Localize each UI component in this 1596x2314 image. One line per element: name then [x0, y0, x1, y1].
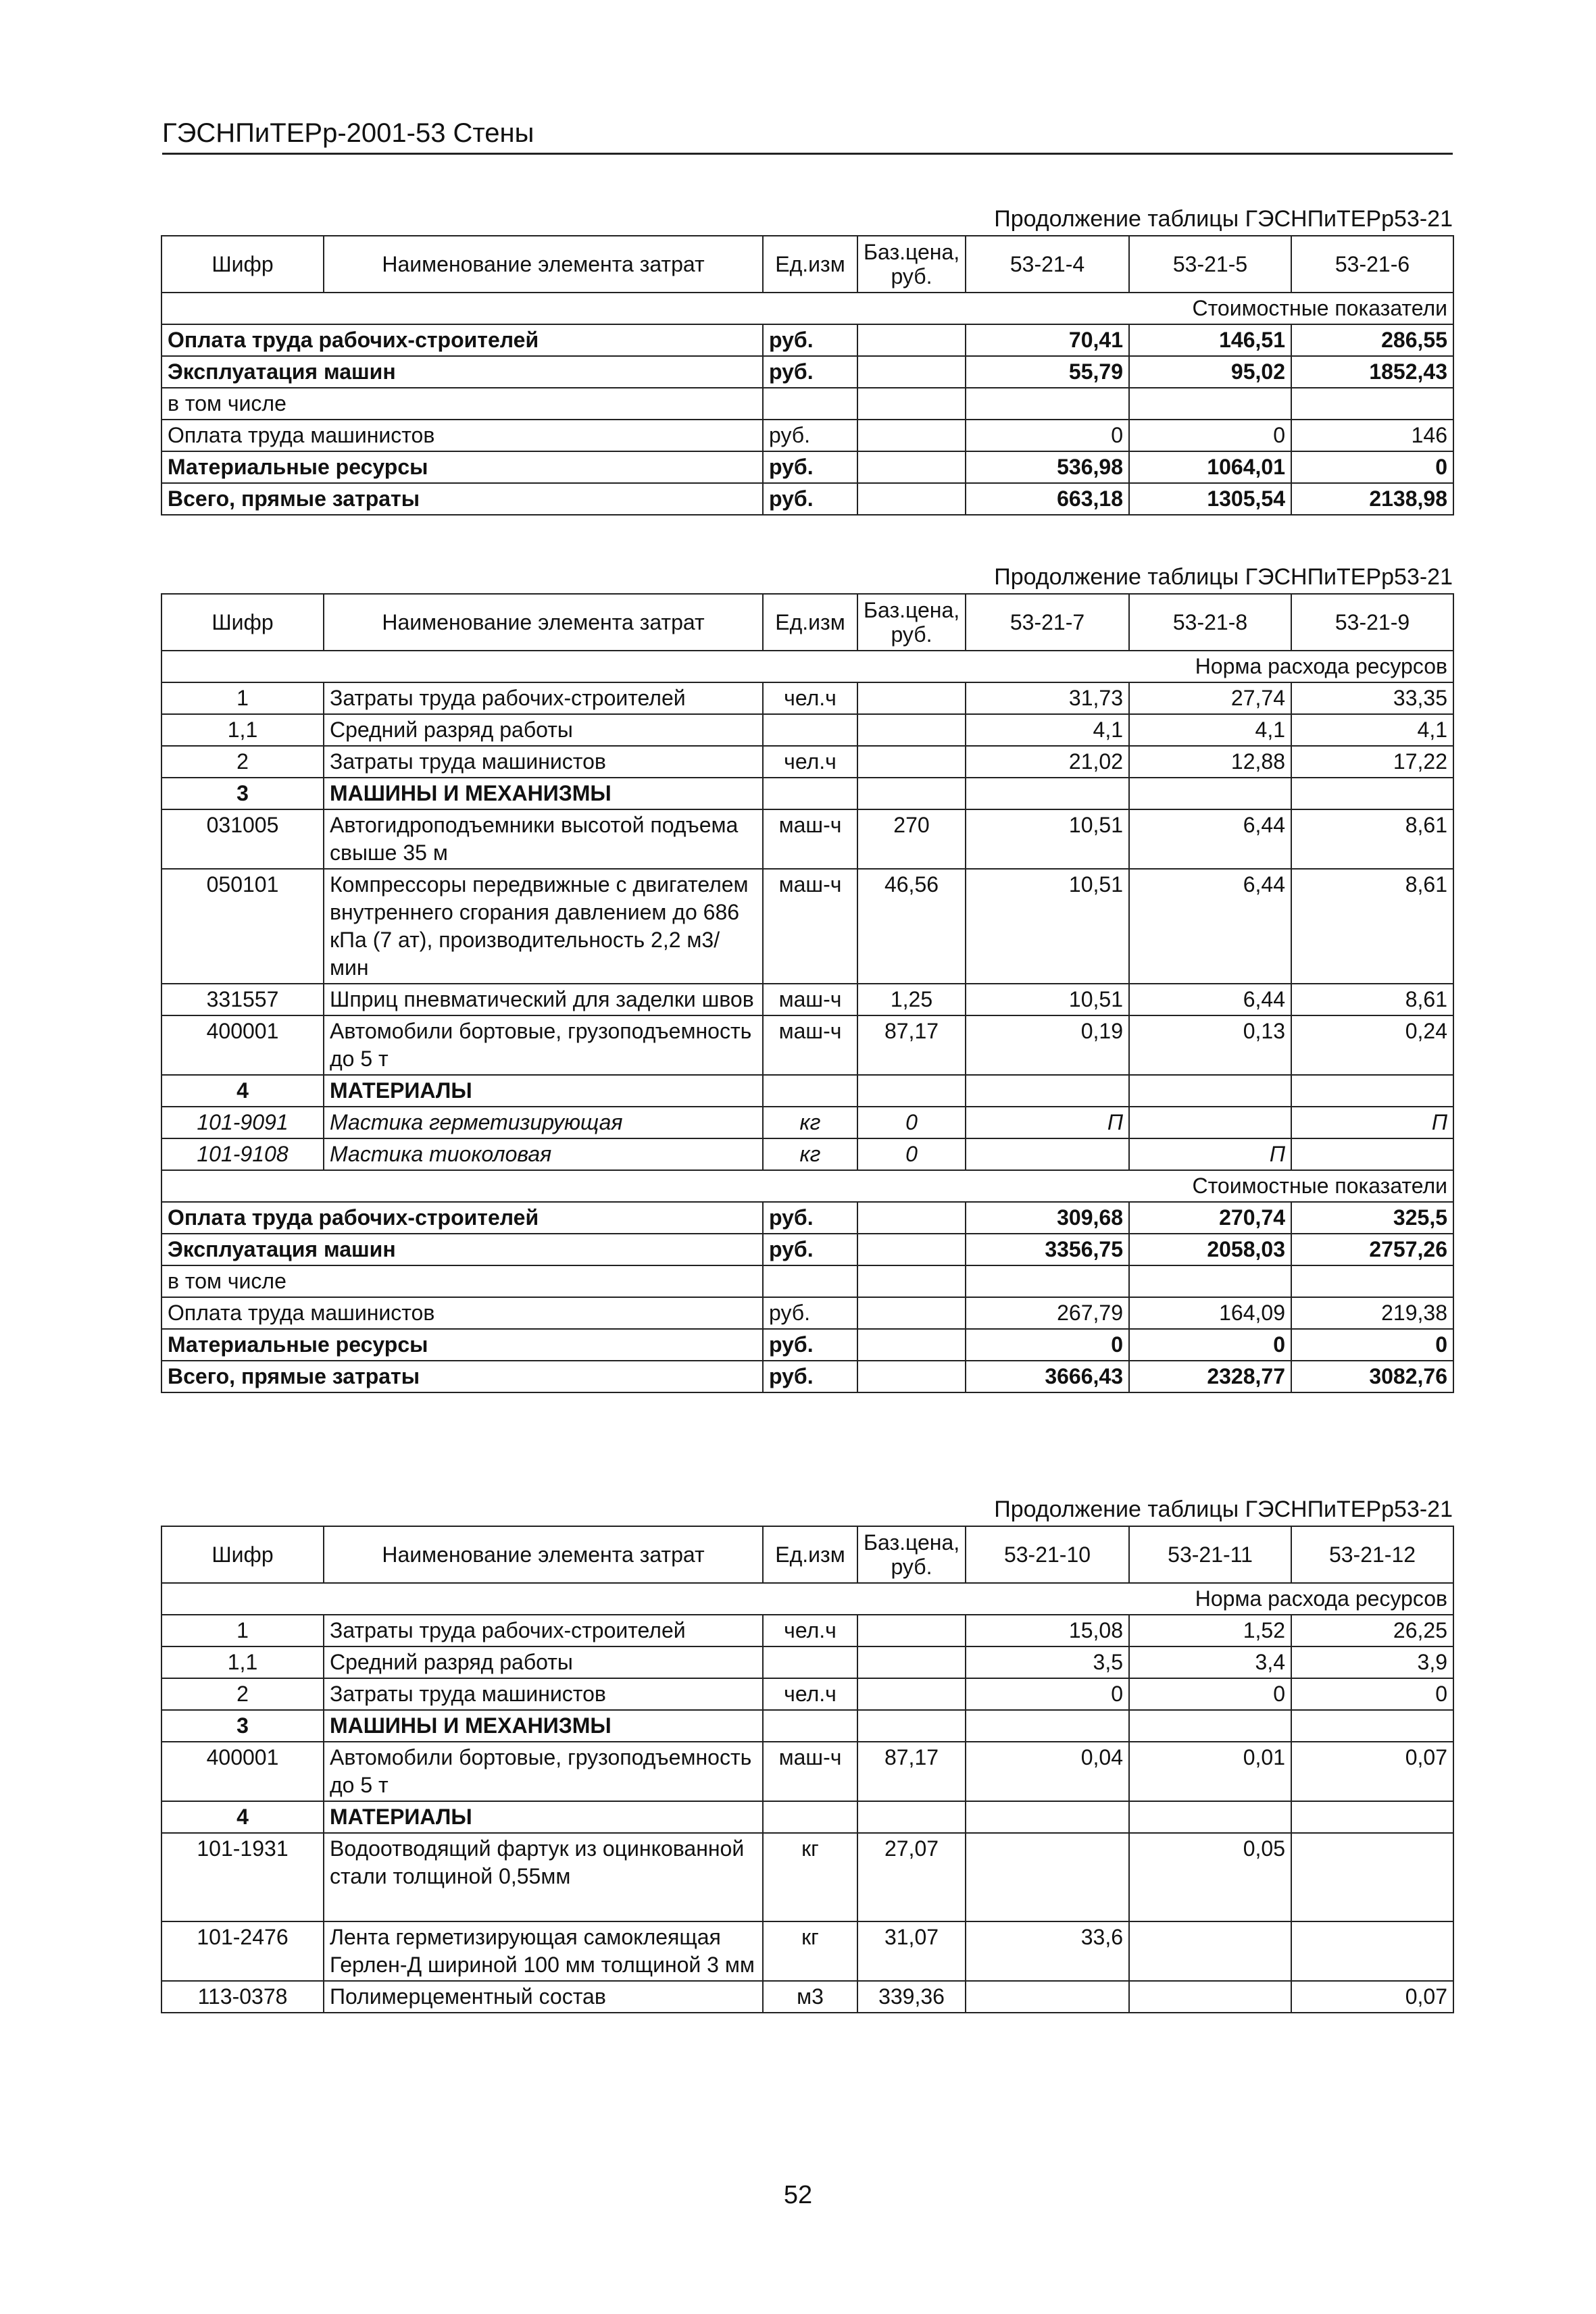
- cost-label: Оплата труда машинистов: [161, 1297, 763, 1329]
- value-cell: П: [966, 1107, 1129, 1138]
- price-cell: [857, 1075, 966, 1107]
- cost-label: Материальные ресурсы: [161, 1329, 763, 1361]
- value-cell: 0,07: [1291, 1742, 1453, 1801]
- value-cell: 17,22: [1291, 746, 1453, 778]
- value-cell: 27,74: [1129, 682, 1291, 714]
- name-cell: Затраты труда рабочих-строителей: [324, 682, 763, 714]
- table-row: [161, 356, 1453, 388]
- value-cell: 325,5: [1291, 1202, 1453, 1234]
- value-cell: [1291, 1801, 1453, 1833]
- cost-label: в том числе: [161, 1265, 763, 1297]
- code-cell: 331557: [161, 984, 324, 1015]
- col-header: Наименование элемента затрат: [324, 594, 763, 651]
- price-cell: [857, 483, 966, 515]
- table-row: [161, 1646, 1453, 1678]
- price-cell: 339,36: [857, 1981, 966, 2013]
- price-cell: [857, 1678, 966, 1710]
- table-header-row: [161, 594, 1453, 651]
- value-cell: 0,05: [1129, 1833, 1291, 1921]
- name-cell: Затраты труда машинистов: [324, 746, 763, 778]
- col-header: 53-21-7: [966, 594, 1129, 651]
- value-cell: 0,04: [966, 1742, 1129, 1801]
- value-cell: 536,98: [966, 451, 1129, 483]
- value-cell: 146,51: [1129, 324, 1291, 356]
- unit-cell: руб.: [763, 1329, 857, 1361]
- value-cell: 286,55: [1291, 324, 1453, 356]
- value-cell: 6,44: [1129, 869, 1291, 984]
- unit-cell: [763, 1801, 857, 1833]
- table-3-caption: Продолжение таблицы ГЭСНПиТЕРр53-21: [994, 1496, 1453, 1522]
- table-row: [161, 869, 1453, 984]
- col-header: 53-21-5: [1129, 236, 1291, 293]
- name-cell: Компрессоры передвижные с двигателем внутреннего сгорания давлением до 686 кПа (7 ат), производительность 2,2 м3/мин: [324, 869, 763, 984]
- value-cell: [966, 1710, 1129, 1742]
- col-header: 53-21-6: [1291, 236, 1453, 293]
- value-cell: [966, 1075, 1129, 1107]
- code-cell: 4: [161, 1801, 324, 1833]
- unit-cell: руб.: [763, 1202, 857, 1234]
- value-cell: 3,4: [1129, 1646, 1291, 1678]
- value-cell: [1129, 1075, 1291, 1107]
- table-row: [161, 1075, 1453, 1107]
- value-cell: 6,44: [1129, 984, 1291, 1015]
- price-cell: [857, 746, 966, 778]
- value-cell: 3,9: [1291, 1646, 1453, 1678]
- page-header: [162, 114, 1453, 155]
- value-cell: 2138,98: [1291, 483, 1453, 515]
- code-cell: 2: [161, 746, 324, 778]
- unit-cell: чел.ч: [763, 1615, 857, 1646]
- unit-cell: [763, 388, 857, 420]
- value-cell: [1129, 388, 1291, 420]
- value-cell: 270,74: [1129, 1202, 1291, 1234]
- col-header: Наименование элемента затрат: [324, 1526, 763, 1583]
- table-header-row: [161, 236, 1453, 293]
- table-row: [161, 984, 1453, 1015]
- value-cell: 15,08: [966, 1615, 1129, 1646]
- price-cell: [857, 1265, 966, 1297]
- col-header: Шифр: [161, 236, 324, 293]
- value-cell: 3,5: [966, 1646, 1129, 1678]
- code-cell: 3: [161, 778, 324, 809]
- table-row: [161, 778, 1453, 809]
- code-cell: 101-9108: [161, 1138, 324, 1170]
- unit-cell: [763, 1710, 857, 1742]
- value-cell: 1852,43: [1291, 356, 1453, 388]
- unit-cell: маш-ч: [763, 869, 857, 984]
- value-cell: [1291, 1138, 1453, 1170]
- section-row: [161, 1170, 1453, 1202]
- table-row: [161, 1615, 1453, 1646]
- code-cell: 1: [161, 682, 324, 714]
- price-cell: [857, 420, 966, 451]
- value-cell: [1129, 1981, 1291, 2013]
- price-cell: [857, 1202, 966, 1234]
- price-cell: [857, 1646, 966, 1678]
- cost-label: Всего, прямые затраты: [161, 1361, 763, 1392]
- name-cell: Затраты труда машинистов: [324, 1678, 763, 1710]
- value-cell: [966, 388, 1129, 420]
- name-cell: Затраты труда рабочих-строителей: [324, 1615, 763, 1646]
- value-cell: 0: [1291, 1329, 1453, 1361]
- col-header: 53-21-11: [1129, 1526, 1291, 1583]
- value-cell: [1129, 1107, 1291, 1138]
- price-cell: [857, 451, 966, 483]
- table-row: [161, 388, 1453, 420]
- price-cell: [857, 1710, 966, 1742]
- value-cell: 33,35: [1291, 682, 1453, 714]
- table-row: [161, 1801, 1453, 1833]
- col-header: 53-21-8: [1129, 594, 1291, 651]
- value-cell: 164,09: [1129, 1297, 1291, 1329]
- name-cell: Средний разряд работы: [324, 1646, 763, 1678]
- value-cell: 0,13: [1129, 1015, 1291, 1075]
- value-cell: 33,6: [966, 1921, 1129, 1981]
- value-cell: 31,73: [966, 682, 1129, 714]
- price-cell: [857, 324, 966, 356]
- value-cell: 95,02: [1129, 356, 1291, 388]
- name-cell: Автомобили бортовые, грузоподъемность до 5 т: [324, 1015, 763, 1075]
- code-cell: 4: [161, 1075, 324, 1107]
- price-cell: 0: [857, 1138, 966, 1170]
- name-cell: Средний разряд работы: [324, 714, 763, 746]
- table-row: [161, 1361, 1453, 1392]
- code-cell: 1: [161, 1615, 324, 1646]
- price-cell: 87,17: [857, 1742, 966, 1801]
- cost-label: Материальные ресурсы: [161, 451, 763, 483]
- code-cell: 050101: [161, 869, 324, 984]
- value-cell: [1291, 778, 1453, 809]
- value-cell: 0: [1129, 1678, 1291, 1710]
- value-cell: 1305,54: [1129, 483, 1291, 515]
- code-cell: 101-9091: [161, 1107, 324, 1138]
- section-row: [161, 651, 1453, 682]
- code-cell: 400001: [161, 1015, 324, 1075]
- section-row: [161, 293, 1453, 324]
- cost-label: Эксплуатация машин: [161, 1234, 763, 1265]
- table-row: [161, 1202, 1453, 1234]
- cost-label: Оплата труда машинистов: [161, 420, 763, 451]
- value-cell: 4,1: [966, 714, 1129, 746]
- name-cell: МАТЕРИАЛЫ: [324, 1801, 763, 1833]
- col-header: Ед.изм: [763, 594, 857, 651]
- code-cell: 101-2476: [161, 1921, 324, 1981]
- table-row: [161, 1329, 1453, 1361]
- code-cell: 1,1: [161, 1646, 324, 1678]
- value-cell: 1,52: [1129, 1615, 1291, 1646]
- value-cell: 663,18: [966, 483, 1129, 515]
- value-cell: 26,25: [1291, 1615, 1453, 1646]
- value-cell: 6,44: [1129, 809, 1291, 869]
- name-cell: Шприц пневматический для заделки швов: [324, 984, 763, 1015]
- name-cell: МАШИНЫ И МЕХАНИЗМЫ: [324, 778, 763, 809]
- col-header: Шифр: [161, 1526, 324, 1583]
- table-row: [161, 1234, 1453, 1265]
- cost-label: Эксплуатация машин: [161, 356, 763, 388]
- value-cell: [966, 778, 1129, 809]
- value-cell: [1291, 1075, 1453, 1107]
- value-cell: 0: [1129, 420, 1291, 451]
- value-cell: 4,1: [1129, 714, 1291, 746]
- name-cell: МАТЕРИАЛЫ: [324, 1075, 763, 1107]
- unit-cell: маш-ч: [763, 984, 857, 1015]
- col-header: 53-21-4: [966, 236, 1129, 293]
- value-cell: [1129, 1265, 1291, 1297]
- value-cell: [966, 1801, 1129, 1833]
- name-cell: Полимерцементный состав: [324, 1981, 763, 2013]
- name-cell: Мастика тиоколовая: [324, 1138, 763, 1170]
- price-cell: 0: [857, 1107, 966, 1138]
- table-row: [161, 682, 1453, 714]
- table-row: [161, 746, 1453, 778]
- value-cell: 10,51: [966, 809, 1129, 869]
- value-cell: [1129, 1921, 1291, 1981]
- value-cell: 2328,77: [1129, 1361, 1291, 1392]
- unit-cell: маш-ч: [763, 1742, 857, 1801]
- value-cell: 2058,03: [1129, 1234, 1291, 1265]
- unit-cell: руб.: [763, 451, 857, 483]
- unit-cell: руб.: [763, 420, 857, 451]
- unit-cell: маш-ч: [763, 1015, 857, 1075]
- table-row: [161, 324, 1453, 356]
- table-2: [161, 593, 1454, 1393]
- table-row: [161, 1833, 1453, 1921]
- value-cell: 0,24: [1291, 1015, 1453, 1075]
- unit-cell: руб.: [763, 483, 857, 515]
- table-row: [161, 1138, 1453, 1170]
- table-row: [161, 1921, 1453, 1981]
- value-cell: [1291, 388, 1453, 420]
- value-cell: 70,41: [966, 324, 1129, 356]
- value-cell: [1129, 778, 1291, 809]
- section-label: Норма расхода ресурсов: [161, 651, 1453, 682]
- price-cell: [857, 1361, 966, 1392]
- cost-label: Всего, прямые затраты: [161, 483, 763, 515]
- value-cell: 10,51: [966, 984, 1129, 1015]
- value-cell: 267,79: [966, 1297, 1129, 1329]
- value-cell: 0: [1291, 1678, 1453, 1710]
- table-row: [161, 420, 1453, 451]
- value-cell: 4,1: [1291, 714, 1453, 746]
- value-cell: 0: [966, 1329, 1129, 1361]
- value-cell: 0,07: [1291, 1981, 1453, 2013]
- value-cell: 0,01: [1129, 1742, 1291, 1801]
- unit-cell: чел.ч: [763, 1678, 857, 1710]
- value-cell: 309,68: [966, 1202, 1129, 1234]
- unit-cell: [763, 714, 857, 746]
- section-label: Норма расхода ресурсов: [161, 1583, 1453, 1615]
- code-cell: 2: [161, 1678, 324, 1710]
- value-cell: [966, 1981, 1129, 2013]
- value-cell: [1291, 1265, 1453, 1297]
- value-cell: 8,61: [1291, 809, 1453, 869]
- name-cell: Лента герметизирующая самоклеящая Герлен-Д шириной 100 мм толщиной 3 мм: [324, 1921, 763, 1981]
- price-cell: [857, 1329, 966, 1361]
- price-cell: 27,07: [857, 1833, 966, 1921]
- value-cell: 21,02: [966, 746, 1129, 778]
- unit-cell: чел.ч: [763, 746, 857, 778]
- value-cell: 8,61: [1291, 984, 1453, 1015]
- table-row: [161, 1015, 1453, 1075]
- section-row: [161, 1583, 1453, 1615]
- unit-cell: маш-ч: [763, 809, 857, 869]
- price-cell: 87,17: [857, 1015, 966, 1075]
- unit-cell: кг: [763, 1138, 857, 1170]
- value-cell: 0: [1129, 1329, 1291, 1361]
- value-cell: 1064,01: [1129, 451, 1291, 483]
- col-header: Шифр: [161, 594, 324, 651]
- unit-cell: чел.ч: [763, 682, 857, 714]
- col-header: 53-21-10: [966, 1526, 1129, 1583]
- unit-cell: [763, 1646, 857, 1678]
- price-cell: [857, 778, 966, 809]
- value-cell: [1129, 1710, 1291, 1742]
- code-cell: 3: [161, 1710, 324, 1742]
- table-row: [161, 483, 1453, 515]
- value-cell: 3666,43: [966, 1361, 1129, 1392]
- table-row: [161, 714, 1453, 746]
- code-cell: 113-0378: [161, 1981, 324, 2013]
- unit-cell: кг: [763, 1833, 857, 1921]
- unit-cell: руб.: [763, 356, 857, 388]
- value-cell: [1129, 1801, 1291, 1833]
- value-cell: 2757,26: [1291, 1234, 1453, 1265]
- document-title: ГЭСНПиТЕРр-2001-53 Стены: [162, 118, 534, 148]
- cost-label: Оплата труда рабочих-строителей: [161, 324, 763, 356]
- value-cell: 0: [1291, 451, 1453, 483]
- unit-cell: руб.: [763, 324, 857, 356]
- value-cell: [1291, 1921, 1453, 1981]
- table-row: [161, 1297, 1453, 1329]
- value-cell: 55,79: [966, 356, 1129, 388]
- price-cell: [857, 1615, 966, 1646]
- table-3: [161, 1526, 1454, 2013]
- unit-cell: [763, 1075, 857, 1107]
- value-cell: П: [1291, 1107, 1453, 1138]
- table-row: [161, 1981, 1453, 2013]
- name-cell: Мастика герметизирующая: [324, 1107, 763, 1138]
- table-row: [161, 1742, 1453, 1801]
- value-cell: 3082,76: [1291, 1361, 1453, 1392]
- name-cell: Автомобили бортовые, грузоподъемность до 5 т: [324, 1742, 763, 1801]
- unit-cell: м3: [763, 1981, 857, 2013]
- col-header: Баз.цена, руб.: [857, 236, 966, 293]
- price-cell: [857, 356, 966, 388]
- table-row: [161, 451, 1453, 483]
- table-2-caption: Продолжение таблицы ГЭСНПиТЕРр53-21: [994, 564, 1453, 590]
- price-cell: [857, 388, 966, 420]
- price-cell: [857, 682, 966, 714]
- value-cell: [1291, 1710, 1453, 1742]
- value-cell: 8,61: [1291, 869, 1453, 984]
- table-header-row: [161, 1526, 1453, 1583]
- price-cell: 1,25: [857, 984, 966, 1015]
- price-cell: [857, 1297, 966, 1329]
- code-cell: 400001: [161, 1742, 324, 1801]
- table-row: [161, 1265, 1453, 1297]
- col-header: Ед.изм: [763, 236, 857, 293]
- unit-cell: руб.: [763, 1297, 857, 1329]
- code-cell: 1,1: [161, 714, 324, 746]
- name-cell: МАШИНЫ И МЕХАНИЗМЫ: [324, 1710, 763, 1742]
- table-row: [161, 809, 1453, 869]
- price-cell: [857, 714, 966, 746]
- table-row: [161, 1710, 1453, 1742]
- unit-cell: кг: [763, 1107, 857, 1138]
- unit-cell: [763, 1265, 857, 1297]
- col-header: Ед.изм: [763, 1526, 857, 1583]
- code-cell: 031005: [161, 809, 324, 869]
- value-cell: [966, 1138, 1129, 1170]
- price-cell: 31,07: [857, 1921, 966, 1981]
- col-header: Наименование элемента затрат: [324, 236, 763, 293]
- table-1-caption: Продолжение таблицы ГЭСНПиТЕРр53-21: [994, 206, 1453, 232]
- value-cell: [966, 1833, 1129, 1921]
- section-label: Стоимостные показатели: [161, 293, 1453, 324]
- table-row: [161, 1678, 1453, 1710]
- code-cell: 101-1931: [161, 1833, 324, 1921]
- value-cell: 219,38: [1291, 1297, 1453, 1329]
- cost-label: Оплата труда рабочих-строителей: [161, 1202, 763, 1234]
- value-cell: 10,51: [966, 869, 1129, 984]
- col-header: Баз.цена, руб.: [857, 594, 966, 651]
- value-cell: П: [1129, 1138, 1291, 1170]
- value-cell: 146: [1291, 420, 1453, 451]
- price-cell: [857, 1234, 966, 1265]
- price-cell: [857, 1801, 966, 1833]
- name-cell: Автогидроподъемники высотой подъема свыше 35 м: [324, 809, 763, 869]
- value-cell: [1291, 1833, 1453, 1921]
- table-row: [161, 1107, 1453, 1138]
- col-header: Баз.цена, руб.: [857, 1526, 966, 1583]
- unit-cell: руб.: [763, 1361, 857, 1392]
- col-header: 53-21-9: [1291, 594, 1453, 651]
- price-cell: 270: [857, 809, 966, 869]
- value-cell: [966, 1265, 1129, 1297]
- value-cell: 12,88: [1129, 746, 1291, 778]
- page-number: 52: [783, 2181, 813, 2209]
- value-cell: 3356,75: [966, 1234, 1129, 1265]
- unit-cell: [763, 778, 857, 809]
- section-label: Стоимостные показатели: [161, 1170, 1453, 1202]
- col-header: 53-21-12: [1291, 1526, 1453, 1583]
- price-cell: 46,56: [857, 869, 966, 984]
- value-cell: 0,19: [966, 1015, 1129, 1075]
- name-cell: Водоотводящий фартук из оцинкованной стали толщиной 0,55мм: [324, 1833, 763, 1921]
- cost-label: в том числе: [161, 388, 763, 420]
- value-cell: 0: [966, 420, 1129, 451]
- value-cell: 0: [966, 1678, 1129, 1710]
- unit-cell: руб.: [763, 1234, 857, 1265]
- unit-cell: кг: [763, 1921, 857, 1981]
- table-1: [161, 235, 1454, 515]
